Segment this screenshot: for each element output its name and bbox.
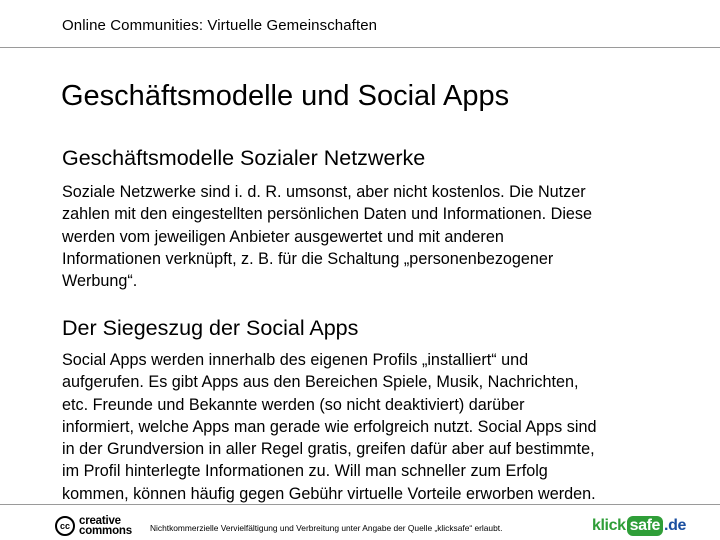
creative-commons-logo xyxy=(55,515,132,537)
body-line: in der Grundversion in aller Regel gratis, greifen dafür aber auf bestimmte, xyxy=(62,440,595,459)
footer-divider xyxy=(0,504,720,505)
section-business-models xyxy=(62,146,672,292)
cc-wordmark-line2: commons xyxy=(79,525,132,537)
section-heading: Geschäftsmodelle Sozialer Netzwerke xyxy=(62,146,426,170)
cc-wordmark-line1: creative xyxy=(79,515,121,527)
section-heading: Der Siegeszug der Social Apps xyxy=(62,316,359,340)
cc-wordmark xyxy=(79,516,132,536)
body-line: Informationen verknüpft, z. B. für die Schaltung „personenbezogener xyxy=(62,249,554,268)
body-line: etc. Freunde und Bekannte werden (so nicht deaktiviert) darüber xyxy=(62,395,525,414)
page-title: Geschäftsmodelle und Social Apps xyxy=(61,80,510,112)
klicksafe-logo-part1: klick xyxy=(592,517,626,534)
license-note: Nichtkommerzielle Vervielfältigung und Verbreitung unter Angabe der Quelle „klicksafe“ erlaubt. xyxy=(150,523,503,533)
body-line: kommen, können häufig gegen Gebühr virtuelle Vorteile erworben werden. xyxy=(62,484,596,503)
body-line: zahlen mit den eingestellten persönlichen Daten und Informationen. Diese xyxy=(62,205,593,224)
body-line: aufgerufen. Es gibt Apps aus den Bereichen Spiele, Musik, Nachrichten, xyxy=(62,373,579,392)
section-social-apps xyxy=(62,316,672,505)
body-line: werden vom jeweiligen Anbieter ausgewertet und mit anderen xyxy=(62,227,504,246)
klicksafe-logo xyxy=(592,514,686,538)
section-body xyxy=(62,349,672,505)
body-line: Social Apps werden innerhalb des eigenen Profils „installiert“ und xyxy=(62,351,529,369)
body-line: Werbung“. xyxy=(62,272,138,291)
body-line: im Profil hinterlegte Informationen zu. Will man schneller zum Erfolg xyxy=(62,462,548,481)
section-body xyxy=(62,181,672,292)
header-title: Online Communities: Virtuelle Gemeinschaften xyxy=(62,17,378,34)
body-line: Soziale Netzwerke sind i. d. R. umsonst, aber nicht kostenlos. Die Nutzer xyxy=(62,183,586,201)
header-divider xyxy=(0,47,720,48)
klicksafe-logo-part3: .de xyxy=(664,517,686,534)
body-line: informiert, welche Apps man gerade wie erfolgreich nutzt. Social Apps sind xyxy=(62,417,597,436)
cc-badge-icon: cc xyxy=(55,516,75,536)
klicksafe-logo-part2: safe xyxy=(627,516,663,536)
